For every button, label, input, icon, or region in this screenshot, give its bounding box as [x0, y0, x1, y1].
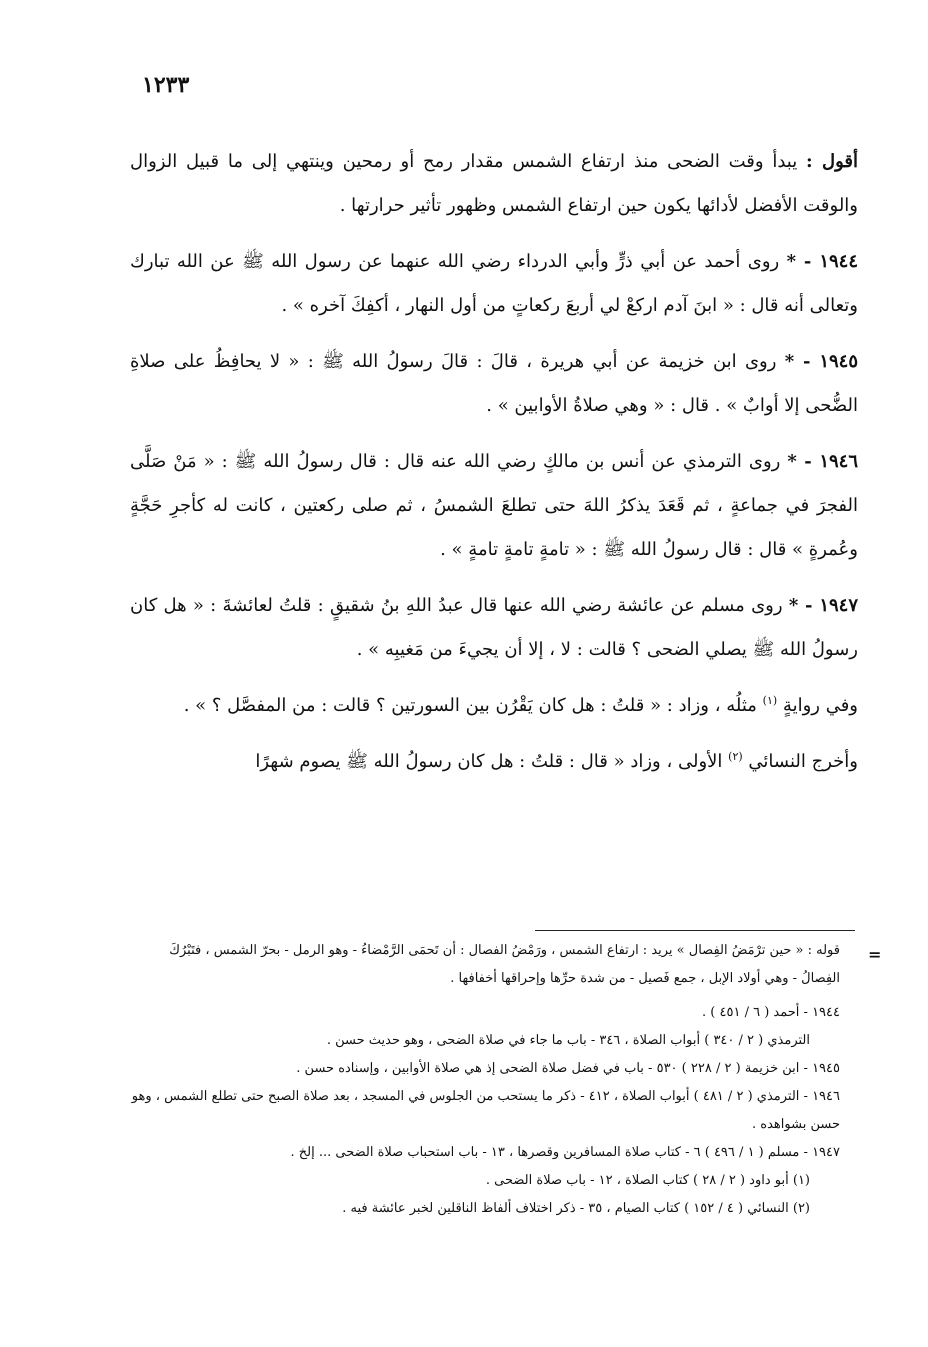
hadith-1945: [130, 340, 858, 428]
hadith-1947: [130, 584, 858, 672]
footnote-divider: [535, 930, 855, 931]
riwaya-paragraph: [130, 684, 858, 728]
nasai-paragraph: [130, 740, 858, 784]
hadith-number: ١٩٤٤ - *: [786, 251, 858, 272]
hadith-text: روى أحمد عن أبي ذرٍّ وأبي الدرداء رضي الله عنهما عن رسول الله ﷺ عن الله تبارك وتعالى أنه قال : « ابنَ آدم اركعْ لي أربعَ ركعاتٍ من أول النهار ، أكفِكَ آخره » .: [130, 251, 858, 316]
nasai-text-a: وأخرج النسائي: [748, 751, 858, 772]
footnote-ref-1-source: (١) أبو داود ( ٢ / ٢٨ ) كتاب الصلاة ، ١٢ - باب صلاة الضحى .: [485, 1173, 810, 1188]
footnote-1947: ١٩٤٧ - مسلم ( ١ / ٤٩٦ ) ٦ - كتاب صلاة المسافرين وقصرها ، ١٣ - باب استحباب صلاة الضحى ... إلخ .: [290, 1145, 840, 1160]
paragraph-text: يبدأ وقت الضحى منذ ارتفاع الشمس مقدار رمح أو رمحين وينتهي إلى ما قبيل الزوال والوقت الأفضل لأدائها يكون حين ارتفاع الشمس وظهور تأثير حرارتها .: [130, 151, 858, 216]
footnote-ref-2-source: (٢) النسائي ( ٤ / ١٥٢ ) كتاب الصيام ، ٣٥ - ذكر اختلاف ألفاظ الناقلين لخبر عائشة فيه .: [342, 1201, 810, 1216]
footnote-1946: ١٩٤٦ - الترمذي ( ٢ / ٤٨١ ) أبواب الصلاة ، ٤١٢ - ذكر ما يستحب من الجلوس في المسجد ، بعد صلاة الصبح حتى تطلع الشمس ، وهو حسن بشواهده .: [131, 1089, 840, 1132]
riwaya-text-b: مثلُه ، وزاد : « قلتُ : هل كان يَقْرُن بين السورتين ؟ قالت : من المفصَّل ؟ » .: [183, 695, 757, 716]
paragraph-lead: أقول :: [806, 151, 858, 172]
nasai-text-b: الأولى ، وزاد « قال : قلتُ : هل كان رسولُ الله ﷺ يصوم شهرًا: [255, 751, 723, 772]
hadith-1946: [130, 440, 858, 572]
hadith-number: ١٩٤٦ - *: [787, 451, 858, 472]
hadith-text: روى الترمذي عن أنس بن مالكٍ رضي الله عنه قال : قال رسولُ الله ﷺ : « مَنْ صَلَّى الفجرَ في جماعةٍ ، ثم قَعَدَ يذكرُ اللهَ حتى تطلعَ الشمسُ ، ثم صلى ركعتين ، كانت له كأجرِ حَجَّةٍ وعُمرةٍ » قال : قال رسولُ الله ﷺ : « تامةٍ تامةٍ تامةٍ » .: [130, 451, 858, 560]
paragraph-aqul: [130, 140, 858, 228]
footnote-ref-2: (٢): [728, 750, 743, 763]
continuation-mark: =: [868, 945, 882, 964]
hadith-text: روى مسلم عن عائشة رضي الله عنها قال عبدُ اللهِ بنُ شقيقٍ : قلتُ لعائشةَ : « هل كان رسولُ الله ﷺ يصلي الضحى ؟ قالت : لا ، إلا أن يجيءَ من مَغيبِه » .: [130, 595, 858, 660]
footnote-gloss: قوله : « حين ترْمَضُ الفِصال » يريد : ارتفاع الشمس ، ورَمْضُ الفصال : أن تَحمَى الرَّمْضاءُ - وهو الرمل - بحرّ الشمس ، فتَبْرُكَ الفِصالُ - وهي أولاد الإبل ، جمع فَصيل - من شدة حرِّها وإحراقها أخفافها .: [169, 943, 840, 986]
hadith-number: ١٩٤٧ - *: [788, 595, 858, 616]
footnote-ref-1: (١): [762, 694, 778, 707]
footnote-1944: ١٩٤٤ - أحمد ( ٦ / ٤٥١ ) .: [702, 1005, 840, 1020]
hadith-text: روى ابن خزيمة عن أبي هريرة ، قالَ : قالَ رسولُ الله ﷺ : « لا يحافِظُ على صلاةِ الضُّحى إلا أوابٌ » . قال : « وهي صلاةُ الأوابين » .: [130, 351, 858, 416]
riwaya-text-a: وفي روايةٍ: [782, 695, 858, 716]
hadith-1944: [130, 240, 858, 328]
page-number: ١٢٣٣: [142, 72, 190, 98]
hadith-number: ١٩٤٥ - *: [784, 351, 858, 372]
footnotes: [130, 937, 840, 1223]
body-text: [130, 140, 858, 796]
footnote-1945: ١٩٤٥ - ابن خزيمة ( ٢ / ٢٢٨ ) ٥٣٠ - باب في فضل صلاة الضحى إذ هي صلاة الأوابين ، وإسناده حسن .: [296, 1061, 840, 1076]
footnote-1944-tirmidhi: الترمذي ( ٢ / ٣٤٠ ) أبواب الصلاة ، ٣٤٦ - باب ما جاء في صلاة الضحى ، وهو حديث حسن .: [326, 1033, 810, 1048]
